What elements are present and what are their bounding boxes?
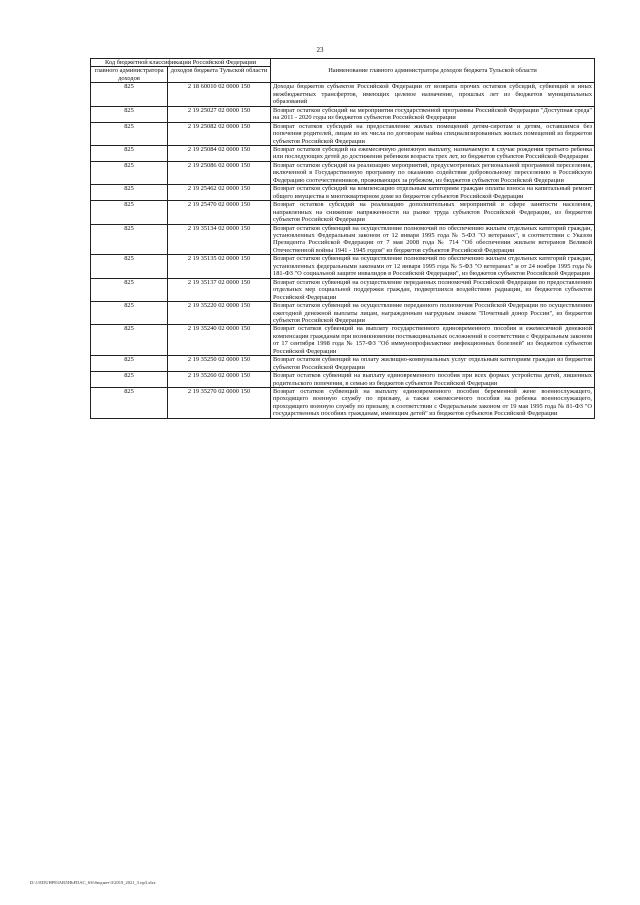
name-cell: Возврат остатков субвенций на выплату единовременного пособия при всех формах устройства детей, лишенных родительского попечения, в семью из бюджетов субъектов Российской Федерации	[271, 372, 595, 388]
table-row	[91, 356, 595, 372]
budget-code-cell: 2 19 35220 02 0000 150	[168, 302, 271, 325]
admin-code-cell: 825	[91, 325, 168, 356]
table-row	[91, 122, 595, 145]
header-col-code: доходов бюджета Тульской области	[168, 67, 271, 83]
revenue-admin-table	[90, 58, 595, 419]
admin-code-cell: 825	[91, 161, 168, 184]
admin-code-cell: 825	[91, 356, 168, 372]
budget-code-cell: 2 19 35137 02 0000 150	[168, 278, 271, 301]
budget-code-cell: 2 19 25462 02 0000 150	[168, 185, 271, 201]
admin-code-cell: 825	[91, 122, 168, 145]
budget-code-cell: 2 19 35134 02 0000 150	[168, 224, 271, 255]
admin-code-cell: 825	[91, 224, 168, 255]
header-group-title: Код бюджетной классификации Российской Федерации	[91, 59, 271, 67]
budget-code-cell: 2 19 25027 02 0000 150	[168, 106, 271, 122]
table-row	[91, 372, 595, 388]
budget-code-cell: 2 19 35260 02 0000 150	[168, 372, 271, 388]
name-cell: Возврат остатков субвенций на осуществление переданного полномочия Российской Федерации по осуществлению ежегодной денежной выплаты лицам, награжденным нагрудным знаком "Почетный донор России", из бюджетов субъектов Российской Федерации	[271, 302, 595, 325]
admin-code-cell: 825	[91, 278, 168, 301]
budget-code-cell: 2 19 25082 02 0000 150	[168, 122, 271, 145]
name-cell: Возврат остатков субвенций на осуществление полномочий по обеспечению жильем отдельных категорий граждан, установленных федеральными законами от 12 января 1995 года № 5-ФЗ "О ветеранах" и от 24 ноября 1995 года № 181-ФЗ "О социальной защите инвалидов в Российской Федерации", из бюджетов субъектов Российской Федерации	[271, 255, 595, 278]
budget-code-cell: 2 19 35250 02 0000 150	[168, 356, 271, 372]
budget-code-cell: 2 19 25470 02 0000 150	[168, 201, 271, 224]
admin-code-cell: 825	[91, 83, 168, 106]
admin-code-cell: 825	[91, 302, 168, 325]
budget-code-cell: 2 19 35270 02 0000 150	[168, 388, 271, 419]
table-row	[91, 255, 595, 278]
table-row	[91, 201, 595, 224]
budget-code-cell: 2 19 25086 02 0000 150	[168, 161, 271, 184]
table-row	[91, 325, 595, 356]
name-cell: Возврат остатков субсидий на предоставление жилых помещений детям-сиротам и детям, оставшимся без попечения родителей, лицам из их числа по договорам найма специализированных жилых помещений из бюджетов субъектов Российской Федерации	[271, 122, 595, 145]
budget-code-cell: 2 19 25084 02 0000 150	[168, 145, 271, 161]
table-row	[91, 185, 595, 201]
header-col-admin: главного администратора доходов	[91, 67, 168, 83]
budget-code-cell: 2 19 35240 02 0000 150	[168, 325, 271, 356]
name-cell: Возврат остатков субсидий на компенсацию отдельным категориям граждан оплаты взноса на капитальный ремонт общего имущества в многоквартирном доме из бюджетов субъектов Российской Федерации	[271, 185, 595, 201]
table-row	[91, 278, 595, 301]
table-row	[91, 106, 595, 122]
name-cell: Возврат остатков субсидий на ежемесячную денежную выплату, назначаемую в случае рождения третьего ребенка или последующих детей до достижения ребенком возраста трех лет, из бюджетов субъектов Российской Федерации	[271, 145, 595, 161]
budget-code-cell: 2 19 35135 02 0000 150	[168, 255, 271, 278]
admin-code-cell: 825	[91, 255, 168, 278]
table-row	[91, 302, 595, 325]
admin-code-cell: 825	[91, 106, 168, 122]
name-cell: Возврат остатков субвенций на выплату государственного единовременного пособия и ежемесячной денежной компенсации гражданам при возникновении поствакцинальных осложнений в соответствии с Федеральным законом от 17 сентября 1998 года № 157-ФЗ "Об иммунопрофилактике инфекционных болезней" из бюджетов субъектов Российской Федерации	[271, 325, 595, 356]
table-row	[91, 388, 595, 419]
header-col-name: Наименование главного администратора доходов бюджета Тульской области	[271, 59, 595, 83]
name-cell: Возврат остатков субсидий на реализацию дополнительных мероприятий в сфере занятости населения, направленных на снижение напряженности на рынке труда субъектов Российской Федерации, из бюджетов субъектов Российской Федерации	[271, 201, 595, 224]
name-cell: Возврат остатков субвенций на осуществление полномочий по обеспечению жильем отдельных категорий граждан, установленных Федеральным законом от 12 января 1995 года № 5-ФЗ "О ветеранах", в соответствии с Указом Президента Российской Федерации от 7 мая 2008 года № 714 "Об обеспечении жильем ветеранов Великой Отечественной войны 1941 - 1945 годов" из бюджетов субъектов Российской Федерации	[271, 224, 595, 255]
admin-code-cell: 825	[91, 201, 168, 224]
file-path-footer: D:\1\EDUHP83ABJ\HbFDAC_6\6\бюджет\3\2019_2021_3 пр3.xlsx	[30, 880, 156, 885]
admin-code-cell: 825	[91, 372, 168, 388]
name-cell: Возврат остатков субсидий на мероприятия государственной программы Российской Федерации "Доступная среда" на 2011 - 2020 годы из бюджетов субъектов Российской Федерации	[271, 106, 595, 122]
name-cell: Возврат остатков субсидий на реализацию мероприятий, предусмотренных региональной программой переселения, включенной в Государственную программу по оказанию содействия добровольному переселению в Российскую Федерацию соотечественников, проживающих за рубежом, из бюджетов субъектов Российской Федерации	[271, 161, 595, 184]
admin-code-cell: 825	[91, 185, 168, 201]
table-row	[91, 161, 595, 184]
admin-code-cell: 825	[91, 145, 168, 161]
budget-code-cell: 2 18 60010 02 0000 150	[168, 83, 271, 106]
name-cell: Возврат остатков субвенций на выплату единовременного пособия беременной жене военнослужащего, проходящего военную службу по призыву, а также ежемесячного пособия на ребенка военнослужащего, проходящего военную службу по призыву, в соответствии с Федеральным законом от 19 мая 1995 года № 81-ФЗ "О государственных пособиях гражданам, имеющим детей" из бюджетов субъектов Российской Федерации	[271, 388, 595, 419]
admin-code-cell: 825	[91, 388, 168, 419]
table-row	[91, 145, 595, 161]
name-cell: Доходы бюджетов субъектов Российской Федерации от возврата прочих остатков субсидий, субвенций и иных межбюджетных трансфертов, имеющих целевое назначение, прошлых лет из бюджетов муниципальных образований	[271, 83, 595, 106]
name-cell: Возврат остатков субвенций на оплату жилищно-коммунальных услуг отдельным категориям граждан из бюджетов субъектов Российской Федерации	[271, 356, 595, 372]
page-number: 23	[316, 46, 324, 54]
table-row	[91, 83, 595, 106]
name-cell: Возврат остатков субвенций на осуществление переданных полномочий Российской Федерации по предоставлению отдельных мер социальной поддержки граждан, подвергшихся воздействию радиации, из бюджетов субъектов Российской Федерации	[271, 278, 595, 301]
table-row	[91, 224, 595, 255]
